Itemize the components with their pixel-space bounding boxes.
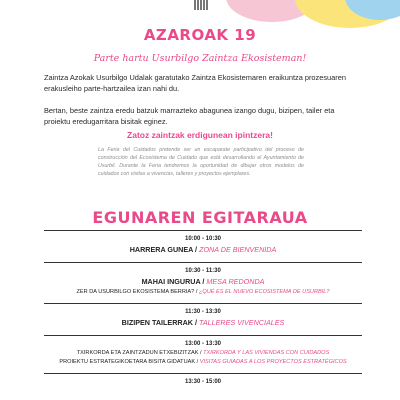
agenda-slot-time: 13:00 - 13:30 [184,341,222,347]
agenda-slot-line [44,350,362,356]
agenda-slot-time: 10:30 - 11:30 [185,268,221,274]
agenda-slot [44,374,362,385]
agenda-slot-time: 13:30 - 15:00 [184,379,222,385]
agenda-list [44,230,362,385]
agenda-basque-label: PROIEKTU ESTRATEGIKOETARA BISITA GIDATUAK / [59,359,200,365]
agenda-basque-label: HARRERA GUNEA / [129,245,200,254]
event-tagline: Parte hartu Usurbilgo Zaintza Ekosisteman! [93,53,307,64]
agenda-title: EGUNAREN EGITARAUA [92,208,308,227]
agenda-spanish-label: ZONA DE BIENVENIDA [199,245,277,254]
agenda-basque-label: MAHAI INGURUA / [141,277,207,286]
agenda-spanish-label: TXIRKORDA Y LAS VIVIENDAS CON CUIDADOS [203,350,330,356]
agenda-slot-line [44,245,362,254]
agenda-spanish-label: ¿QUÉ ES EL NUEVO ECOSISTEMA DE USURBIL? [198,289,330,295]
agenda-slot-line [44,277,362,286]
callout-heading: Zatoz zaintzak erdigunean ipintzera! [127,130,273,140]
agenda-slot-time: 10:00 - 10:30 [184,236,222,242]
intro-paragraph-2: Bertan, beste zaintza eredu batzuk marrazteko abagunea izango dugu, bizipen, tailer eta proiektu eredugarritara bisitak eginez. [44,106,335,126]
agenda-spanish-label: TALLERES VIVENCIALES [198,318,285,327]
agenda-slot-line [44,318,362,327]
agenda-slot-time: 11:30 - 13:30 [185,309,221,315]
agenda-spanish-label: MESA REDONDA [206,277,265,286]
agenda-slot [44,263,362,295]
intro-paragraph-1: Zaintza Azokak Usurbilgo Udalak garatutako Zaintza Ekosistemaren eraikuntza prozesuaren erakusleiho parte-hartzailea izan nahi du. [44,73,346,93]
agenda-slot-line [44,359,362,365]
agenda-spanish-label: VISITAS GUIADAS A LOS PROYECTOS ESTRATÉGICOS [199,359,347,365]
event-date-title: AZAROAK 19 [143,26,257,44]
agenda-slot [44,231,362,254]
logo-icon [194,0,208,10]
agenda-slot-line [44,289,362,295]
agenda-basque-label: BIZIPEN TAILERRAK / [121,318,199,327]
agenda-slot [44,336,362,365]
spanish-summary: La Feria del Cuidados pretende ser un escaparate participativo del proceso de construcción del Ecosistema de Cuidado que está desarrollando el Ayuntamiento de Usurbil. Durante la Feria tendremos la oportunidad de dibujar otros modelos de cuidados con visitas a vivencias, talleres y proyectos ejemplares. [98,147,304,177]
agenda-basque-label: ZER DA USURBILGO EKOSISTEMA BERRIA? / [76,289,199,295]
agenda-slot [44,304,362,327]
agenda-basque-label: TXIRKORDA ETA ZAINTZADUN ETXEBIZITZAK / [76,350,204,356]
